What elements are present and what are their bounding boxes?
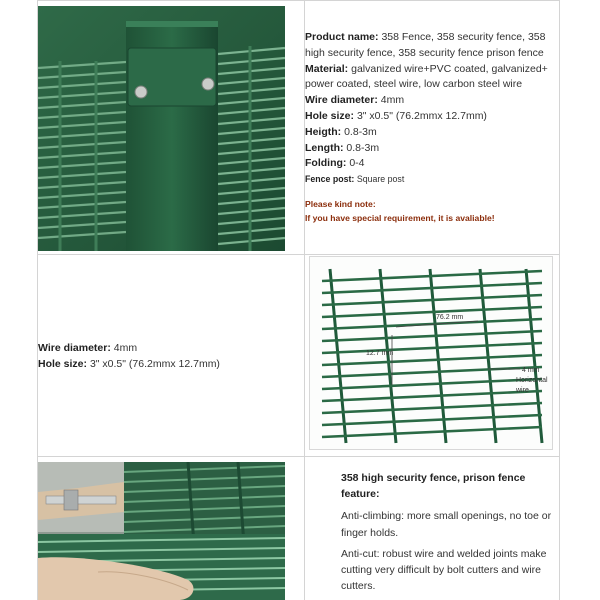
spec-label: Fence post: — [305, 174, 355, 185]
wire-label-line3: wire — [516, 387, 529, 394]
spec-fence-post — [305, 172, 560, 187]
spec-value: 4mm — [380, 94, 405, 107]
spec-product-name — [305, 30, 560, 62]
spec-label: Wire diameter: — [305, 94, 378, 107]
spec-folding — [305, 156, 560, 172]
spec-value: 358 Fence, 358 security fence, 358 high security fence, 358 security fence prison fence — [305, 31, 546, 59]
spec-label: Length: — [305, 141, 344, 154]
fence-post-photo — [38, 6, 285, 251]
feature-anti-climbing: Anti-climbing: more small openings, no toe or finger holds. — [341, 510, 552, 539]
wire-spec-list — [38, 340, 286, 372]
spec-wire-diameter — [305, 93, 560, 109]
wire-label-line1: 4 mm — [522, 367, 540, 374]
spec-value: 0.8-3m — [346, 141, 380, 154]
product-table — [37, 0, 560, 600]
spec-length — [305, 141, 560, 157]
spec-hole-size — [38, 356, 286, 372]
feature-title: 358 high security fence, prison fence feature: — [341, 472, 526, 501]
spec-label: Heigth: — [305, 125, 342, 138]
spec-value: galvanized wire+PVC coated, galvanized+ power coated, steel wire, low carbon steel wire — [305, 62, 548, 91]
note-text: If you have special requirement, it is avaliable! — [305, 212, 495, 223]
spec-label: Folding: — [305, 157, 347, 170]
dim-vertical-label: 12.7 mm — [366, 350, 394, 357]
spec-value: 4mm — [113, 342, 138, 354]
feature-section — [341, 470, 565, 599]
caliper-mesh-photo — [38, 462, 285, 600]
feature-anti-cut: Anti-cut: robust wire and welded joints make cutting very difficult by bolt cutters and wire cutters. — [341, 547, 547, 593]
spec-height — [305, 125, 560, 141]
table-row-divider-1 — [37, 254, 560, 255]
spec-label: Wire diameter: — [38, 342, 111, 354]
dim-horizontal-label: 76.2 mm — [436, 314, 464, 321]
spec-value: 0.8-3m — [344, 125, 377, 138]
kind-note — [305, 198, 560, 225]
spec-value: 3" x0.5" (76.2mmx 12.7mm) — [356, 109, 487, 122]
table-row-divider-2 — [37, 456, 560, 457]
spec-value: 0-4 — [349, 157, 365, 170]
spec-wire-diameter — [38, 340, 286, 356]
note-heading: Please kind note: — [305, 199, 376, 209]
spec-label: Product name: — [305, 31, 379, 43]
spec-value: 3" x0.5" (76.2mmx 12.7mm) — [89, 358, 220, 370]
spec-label: Hole size: — [305, 109, 355, 122]
table-border-top — [37, 0, 560, 1]
wire-label-line2: Horizontal — [516, 377, 548, 384]
spec-value: Square post — [356, 174, 405, 185]
spec-label: Material: — [305, 62, 349, 75]
spec-hole-size — [305, 109, 560, 125]
spec-material — [305, 62, 560, 94]
mesh-dimension-diagram — [309, 256, 553, 450]
product-spec-list — [305, 30, 560, 187]
spec-label: Hole size: — [38, 358, 88, 370]
